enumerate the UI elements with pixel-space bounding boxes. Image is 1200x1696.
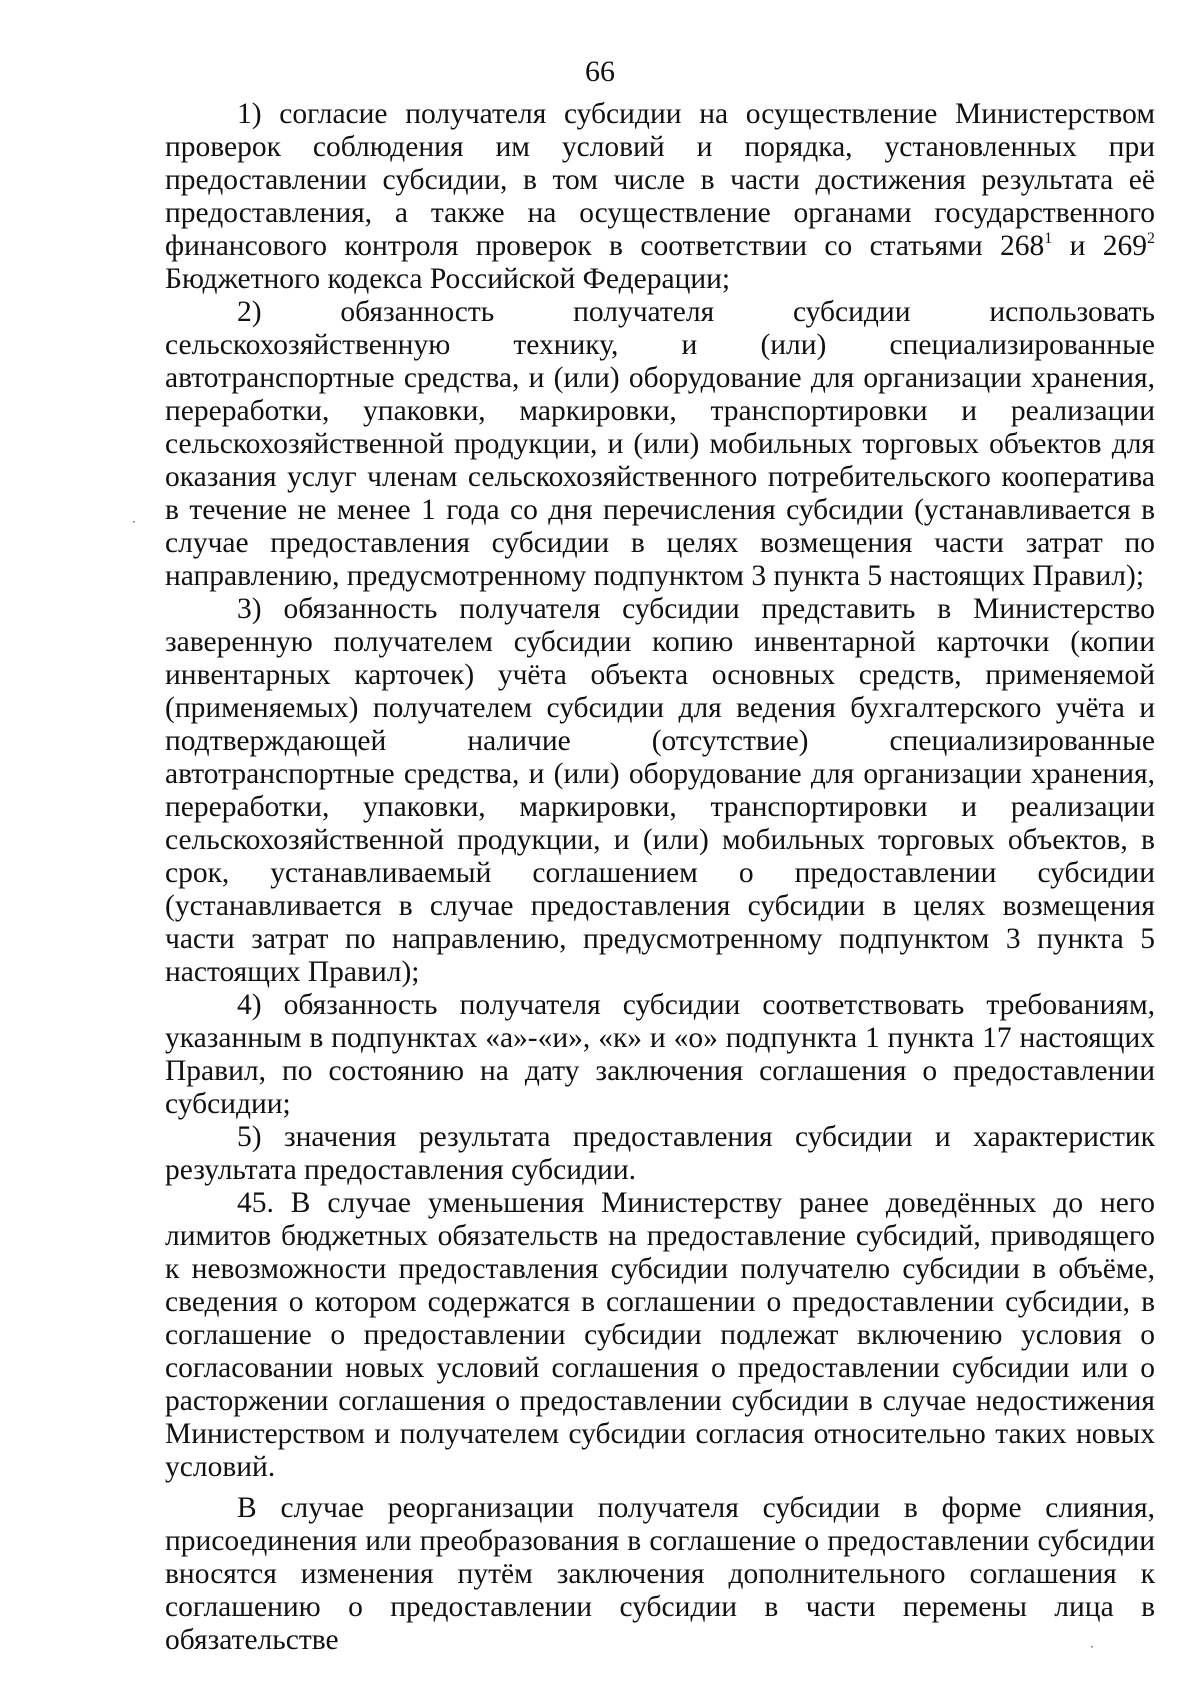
paragraph	[165, 1187, 1155, 1484]
paragraph	[165, 98, 1155, 296]
paragraph	[165, 989, 1155, 1121]
paragraph-text: 5) значения результата предоставления субсидии и характеристик результата предоставления субсидии.	[165, 1121, 1155, 1186]
paragraph	[165, 296, 1155, 593]
paragraph-text: и 269	[1052, 230, 1147, 262]
paragraph-text: 45. В случае уменьшения Министерству ранее доведённых до него лимитов бюджетных обязательств на предоставление субсидий, приводящего к невозможности предоставления субсидии получателю субсидии в объёме, сведения о котором содержатся в соглашении о предоставлении субсидии, в соглашение о предоставлении субсидии подлежат включению условия о согласовании новых условий соглашения о предоставлении субсидии или о расторжении соглашения о предоставлении субсидии в случае недостижения Министерством и получателем субсидии согласия относительно таких новых условий.	[165, 1187, 1155, 1483]
paragraph-text: 2) обязанность получателя субсидии использовать сельскохозяйственную технику, и (или) специализированные автотранспортные средства, и (или) оборудование для организации хранения, переработки, упаковки, маркировки, транспортировки и реализации сельскохозяйственной продукции, и (или) мобильных торговых объектов для оказания услуг членам сельскохозяйственного потребительского кооператива в течение не менее 1 года со дня перечисления субсидии (устанавливается в случае предоставления субсидии в целях возмещения части затрат по направлению, предусмотренному подпунктом 3 пункта 5 настоящих Правил);	[165, 296, 1155, 592]
scan-speck: ·	[1090, 1640, 1094, 1654]
paragraph-text: В случае реорганизации получателя субсидии в форме слияния, присоединения или преобразования в соглашение о предоставлении субсидии вносятся изменения путём заключения дополнительного соглашения к соглашению о предоставлении субсидии в части перемены лица в обязательстве	[165, 1492, 1155, 1656]
page-number: 66	[585, 55, 615, 88]
paragraph	[165, 1492, 1155, 1657]
paragraph-text: Бюджетного кодекса Российской Федерации;	[165, 263, 731, 295]
paragraph-text: 4) обязанность получателя субсидии соответствовать требованиям, указанным в подпунктах «а»-«и», «к» и «о» подпункта 1 пункта 17 настоящих Правил, по состоянию на дату заключения соглашения о предоставлении субсидии;	[165, 989, 1155, 1120]
scan-speck: ·	[132, 515, 136, 529]
document-body	[165, 98, 1155, 1657]
paragraph	[165, 593, 1155, 989]
paragraph-text: 1) согласие получателя субсидии на осуществление Министерством проверок соблюдения им условий и порядка, установленных при предоставлении субсидии, в том числе в части достижения результата её предоставления, а также на осуществление органами государственного финансового контроля проверок в соответствии со статьями 268	[165, 98, 1155, 262]
paragraph-text: 3) обязанность получателя субсидии представить в Министерство заверенную получателем субсидии копию инвентарной карточки (копии инвентарных карточек) учёта объекта основных средств, применяемой (применяемых) получателем субсидии для ведения бухгалтерского учёта и подтверждающей наличие (отсутствие) специализированные автотранспортные средства, и (или) оборудование для организации хранения, переработки, упаковки, маркировки, транспортировки и реализации сельскохозяйственной продукции, и (или) мобильных торговых объектов, в срок, устанавливаемый соглашением о предоставлении субсидии (устанавливается в случае предоставления субсидии в целях возмещения части затрат по направлению, предусмотренному подпунктом 3 пункта 5 настоящих Правил);	[165, 593, 1155, 988]
superscript: 1	[1044, 230, 1053, 247]
paragraph	[165, 1121, 1155, 1187]
superscript: 2	[1146, 230, 1155, 247]
